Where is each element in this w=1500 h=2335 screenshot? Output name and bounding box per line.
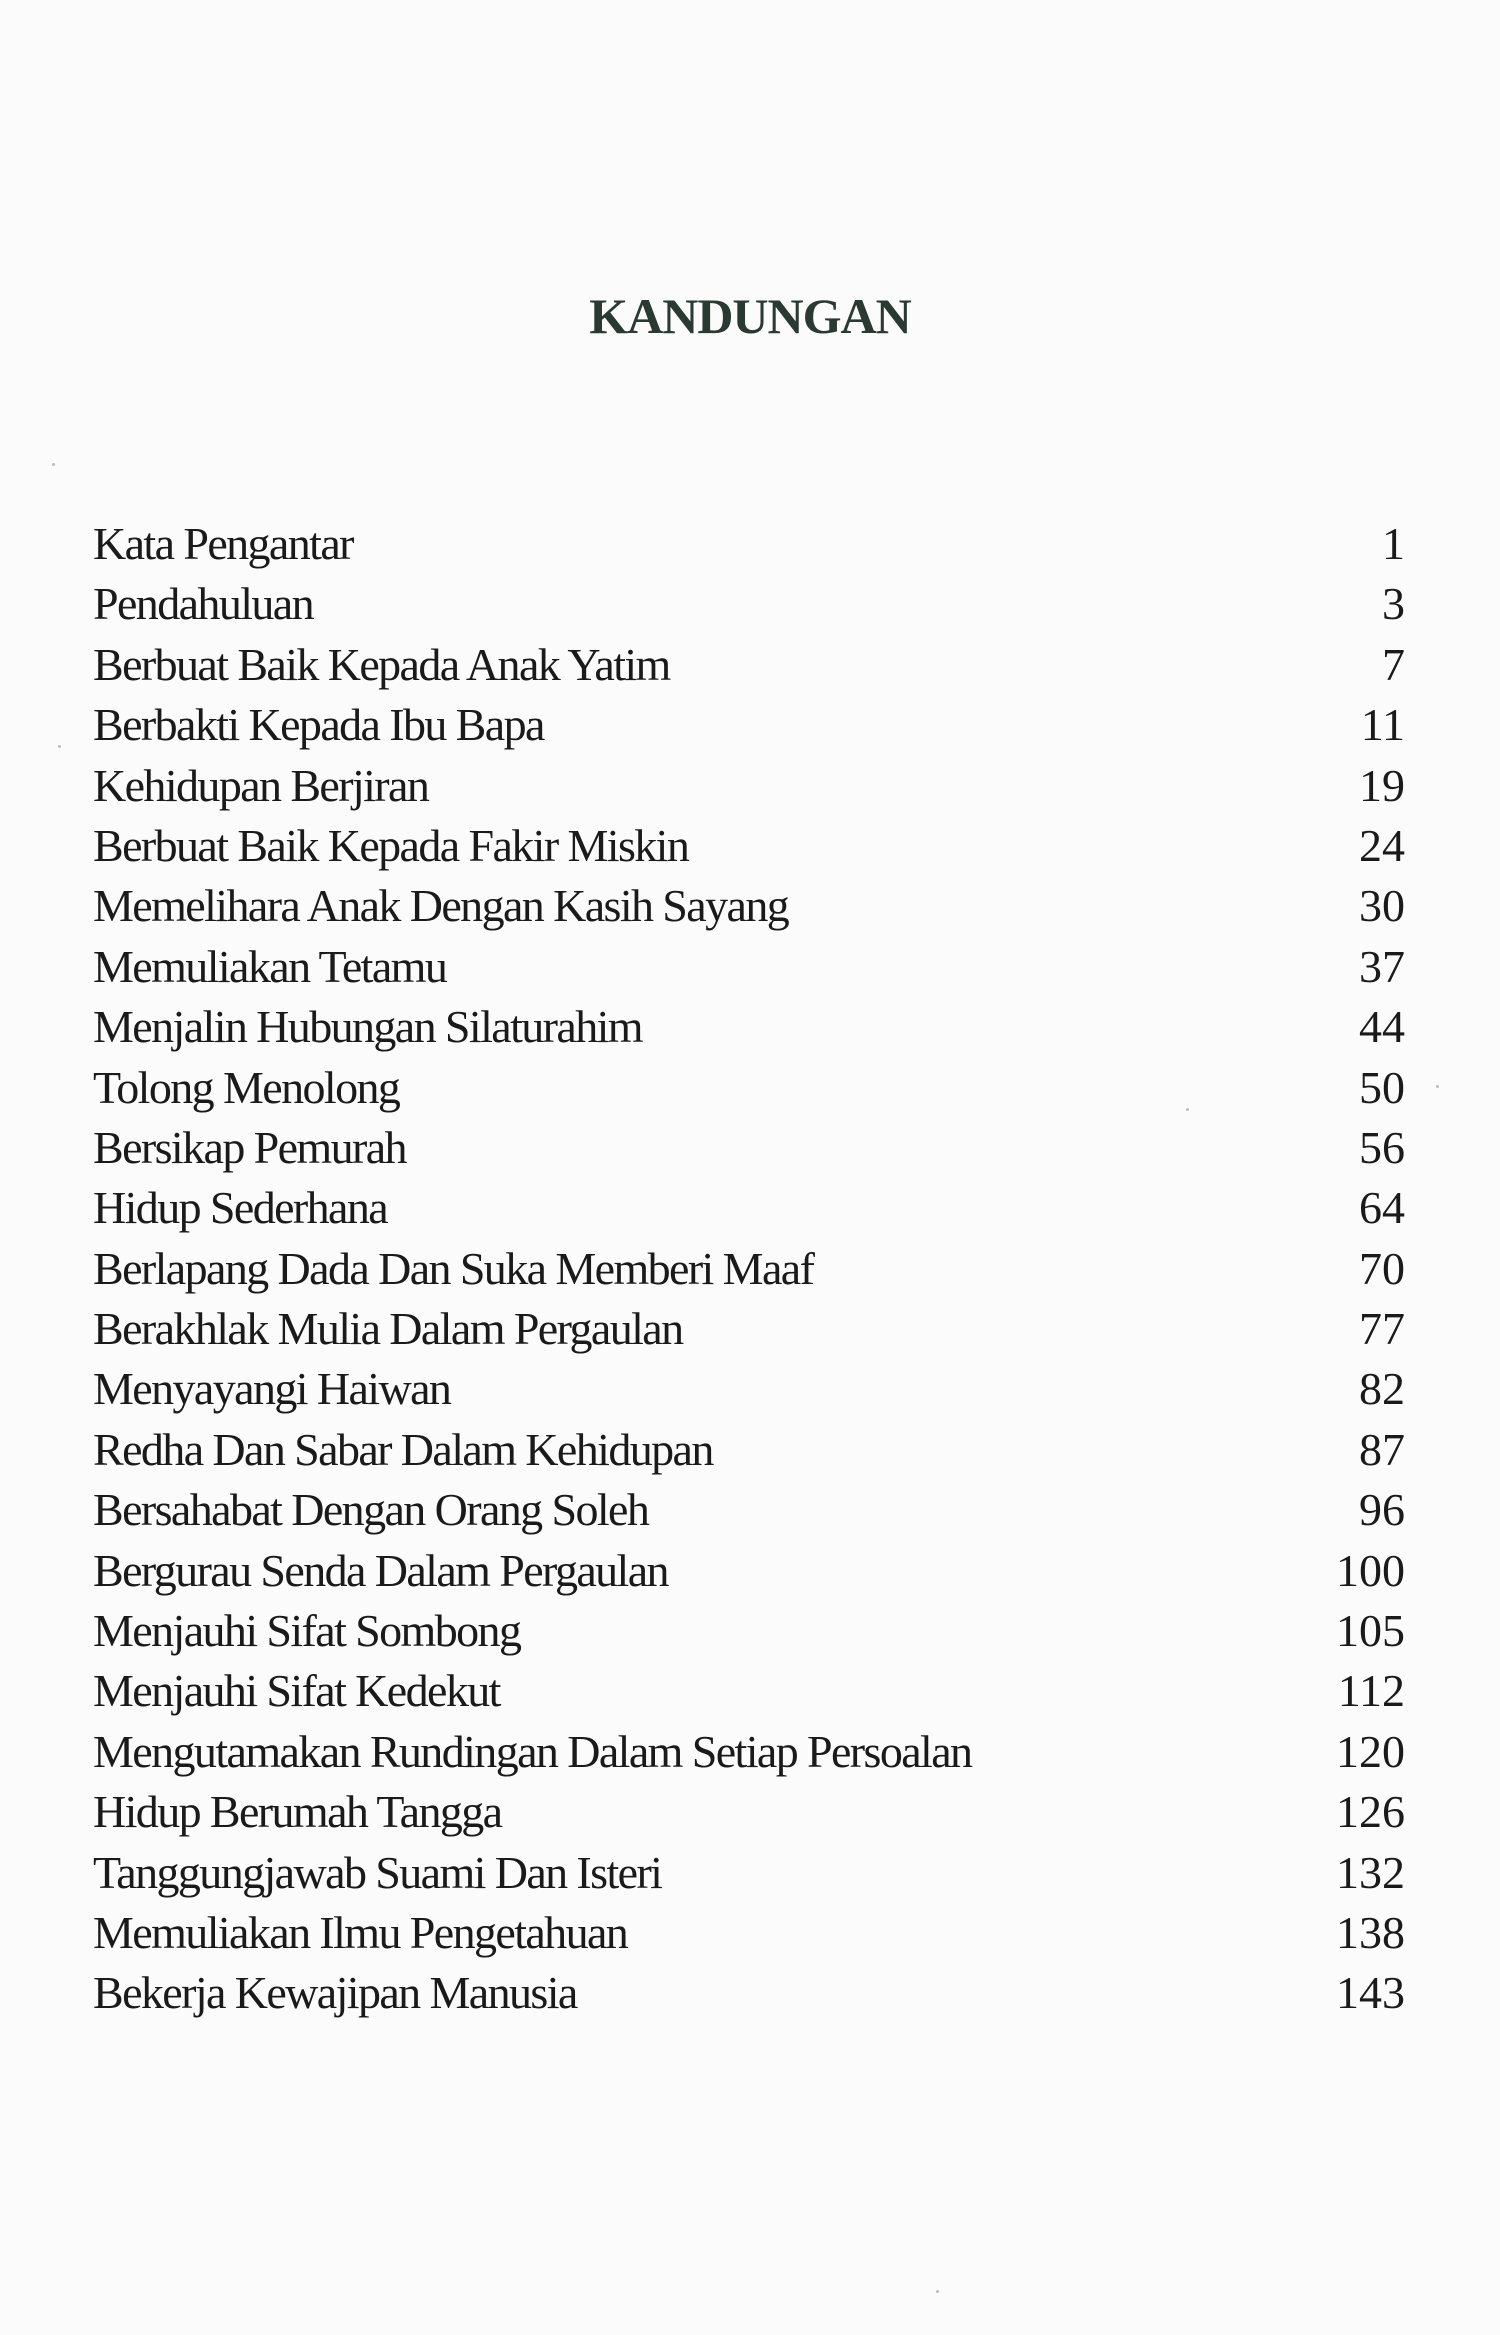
toc-entry	[93, 1420, 1405, 1480]
toc-entry-title: Memuliakan Ilmu Pengetahuan	[93, 1906, 628, 1958]
toc-entry-page: 56	[1359, 1121, 1405, 1173]
toc-entry	[93, 876, 1405, 936]
toc-entry-page: 37	[1359, 940, 1405, 992]
toc-entry	[93, 1359, 1405, 1419]
toc-entry	[93, 1058, 1405, 1118]
toc-entry	[93, 514, 1405, 574]
toc-entry	[93, 756, 1405, 816]
toc-entry-page: 11	[1360, 699, 1405, 751]
toc-entry-title: Hidup Berumah Tangga	[93, 1786, 502, 1838]
paper-speck	[936, 2290, 939, 2293]
toc-entry-page: 77	[1359, 1303, 1405, 1355]
toc-entry-title: Menyayangi Haiwan	[93, 1363, 451, 1415]
toc-entry-page: 105	[1336, 1605, 1405, 1657]
toc-entry-title: Tanggungjawab Suami Dan Isteri	[93, 1846, 662, 1898]
toc-entry-title: Tolong Menolong	[93, 1061, 400, 1113]
toc-entry	[93, 635, 1405, 695]
toc-entry-title: Menjauhi Sifat Kedekut	[93, 1665, 500, 1717]
toc-entry-page: 70	[1359, 1242, 1405, 1294]
toc-entry-page: 7	[1382, 638, 1405, 690]
toc-entry	[93, 1299, 1405, 1359]
toc-entry-title: Berakhlak Mulia Dalam Pergaulan	[93, 1303, 683, 1355]
table-of-contents	[93, 514, 1405, 2024]
toc-entry-title: Berbakti Kepada Ibu Bapa	[93, 699, 544, 751]
toc-entry-title: Bekerja Kewajipan Manusia	[93, 1967, 577, 2019]
toc-entry-page: 24	[1359, 819, 1405, 871]
toc-entry-page: 112	[1337, 1665, 1405, 1717]
toc-entry	[93, 1722, 1405, 1782]
toc-entry-title: Redha Dan Sabar Dalam Kehidupan	[93, 1423, 713, 1475]
toc-entry	[93, 997, 1405, 1057]
toc-entry-title: Memelihara Anak Dengan Kasih Sayang	[93, 880, 789, 932]
toc-entry-page: 120	[1336, 1725, 1405, 1777]
toc-entry-title: Menjalin Hubungan Silaturahim	[93, 1001, 642, 1053]
toc-entry-page: 82	[1359, 1363, 1405, 1415]
toc-entry	[93, 1661, 1405, 1721]
paper-speck	[58, 745, 61, 748]
toc-entry-page: 132	[1336, 1846, 1405, 1898]
toc-entry-page: 143	[1336, 1967, 1405, 2019]
toc-entry	[93, 937, 1405, 997]
toc-entry	[93, 1178, 1405, 1238]
toc-entry-title: Kata Pengantar	[93, 518, 353, 569]
toc-entry-page: 30	[1359, 880, 1405, 932]
toc-entry-page: 138	[1336, 1906, 1405, 1958]
toc-entry-page: 87	[1359, 1423, 1405, 1475]
toc-entry-title: Kehidupan Berjiran	[93, 759, 429, 811]
toc-entry-title: Berlapang Dada Dan Suka Memberi Maaf	[93, 1242, 814, 1294]
toc-entry-title: Bersikap Pemurah	[93, 1121, 406, 1173]
toc-entry-page: 50	[1359, 1061, 1405, 1113]
toc-entry-title: Pendahuluan	[93, 578, 314, 630]
toc-entry-title: Berbuat Baik Kepada Fakir Miskin	[93, 819, 689, 871]
toc-entry-title: Menjauhi Sifat Sombong	[93, 1605, 521, 1657]
toc-entry-title: Berbuat Baik Kepada Anak Yatim	[93, 638, 670, 690]
toc-entry	[93, 695, 1405, 755]
toc-entry	[93, 1963, 1405, 2023]
paper-speck	[1436, 1085, 1439, 1088]
toc-entry	[93, 1843, 1405, 1903]
toc-entry-title: Bersahabat Dengan Orang Soleh	[93, 1484, 649, 1536]
toc-entry-page: 96	[1359, 1484, 1405, 1536]
toc-entry	[93, 1239, 1405, 1299]
toc-entry	[93, 1541, 1405, 1601]
toc-entry	[93, 1903, 1405, 1963]
toc-entry-page: 64	[1359, 1182, 1405, 1234]
toc-entry	[93, 1118, 1405, 1178]
toc-entry-title: Memuliakan Tetamu	[93, 940, 447, 992]
paper-speck	[52, 463, 55, 466]
toc-entry-page: 3	[1382, 578, 1405, 630]
toc-entry	[93, 1480, 1405, 1540]
toc-entry-title: Hidup Sederhana	[93, 1182, 388, 1234]
toc-entry-page: 126	[1336, 1786, 1405, 1838]
toc-entry	[93, 816, 1405, 876]
toc-entry-page: 100	[1336, 1544, 1405, 1596]
toc-entry-page: 44	[1359, 1001, 1405, 1053]
toc-entry	[93, 1782, 1405, 1842]
toc-entry-title: Mengutamakan Rundingan Dalam Setiap Persoalan	[93, 1725, 972, 1777]
toc-entry-page: 19	[1359, 759, 1405, 811]
toc-entry	[93, 574, 1405, 634]
toc-entry	[93, 1601, 1405, 1661]
toc-entry-title: Bergurau Senda Dalam Pergaulan	[93, 1544, 668, 1596]
page-title: KANDUNGAN	[589, 288, 911, 344]
toc-entry-page: 1	[1382, 518, 1405, 569]
